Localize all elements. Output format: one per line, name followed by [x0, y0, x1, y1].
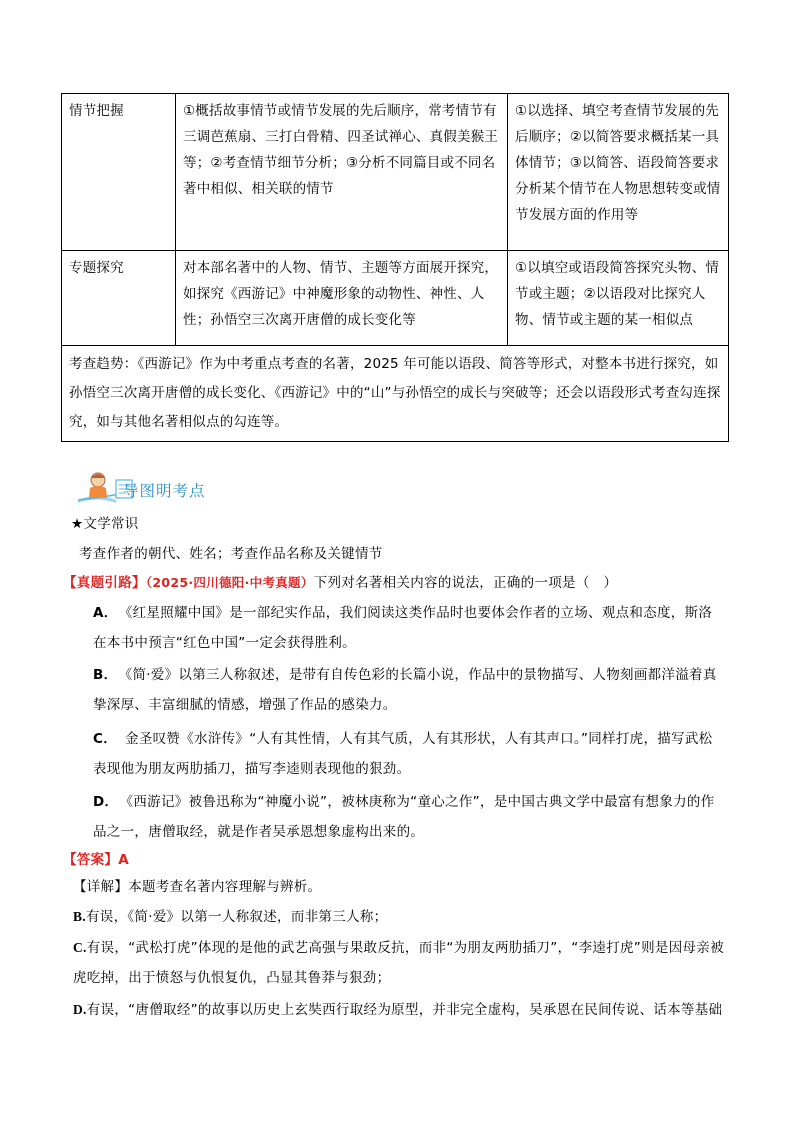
option-tag: D．: [93, 794, 119, 810]
detail-tag: C.: [73, 940, 87, 955]
option-tag: A．: [93, 605, 118, 621]
detail-intro: 【详解】本题考查名著内容理解与辨析。: [73, 879, 322, 895]
detail-item-d: [73, 995, 728, 1025]
table-row: [62, 346, 729, 442]
row-label: 情节把握: [62, 94, 176, 251]
option-b: [93, 660, 723, 720]
answer-label: 【答案】: [63, 852, 119, 868]
row-form: ①以选择、填空考查情节发展的先后顺序；②以简答要求概括某一具体情节；③以简答、语段简答要求分析某个情节在人物思想转变或情节发展方面的作用等: [508, 94, 729, 251]
option-text: 《简·爱》以第三人称叙述，是带有自传色彩的长篇小说，作品中的景物描写、人物刻画都洋溢着真挚深厚、丰富细腻的情感，增强了作品的感染力。: [93, 667, 717, 713]
row-label: 专题探究: [62, 251, 176, 346]
section-intro: 考查作者的朝代、姓名；考查作品名称及关键情节: [79, 546, 383, 562]
section-title: 导图明考点: [123, 482, 206, 500]
option-tag: B．: [93, 667, 118, 683]
trend-cell: 考查趋势：《西游记》作为中考重点考查的名著，2025 年可能以语段、简答等形式，对整本书进行探究，如孙悟空三次离开唐僧的成长变化、《西游记》中的“山”与孙悟空的成长与突破等；还会以语段形式考查勾连探究，如与其他名著相似点的勾连等。: [62, 346, 729, 442]
question-source: （2025·四川德阳·中考真题）: [145, 575, 314, 590]
row-form: ①以填空或语段简答探究头物、情节或主题；②以语段对比探究人物、情节或主题的某一相似点: [508, 251, 729, 346]
section-header: [68, 466, 368, 506]
option-c: [93, 724, 723, 784]
detail-text: 有误，《简·爱》以第一人称叙述，而非第三人称；: [85, 909, 388, 925]
detail-tag: B.: [73, 909, 86, 924]
row-content: ①概括故事情节或情节发展的先后顺序，常考情节有三调芭蕉扇、三打白骨精、四圣试禅心、真假美猴王等；②考查情节细节分析；③分析不同篇目或不同名著中相似、相关联的情节: [176, 94, 508, 251]
star-heading: ★文学常识: [71, 516, 139, 532]
answer-line: [63, 848, 129, 868]
option-a: [93, 598, 723, 658]
question-text: 下列对名著相关内容的说法，正确的一项是（ ）: [313, 575, 618, 591]
option-text: 《红星照耀中国》是一部纪实作品，我们阅读这类作品时也要体会作者的立场、观点和态度，斯洛在本书中预言“红色中国”一定会获得胜利。: [93, 605, 713, 651]
question-stem: [63, 571, 617, 591]
option-text: 《西游记》被鲁迅称为“神魔小说”，被林庚称为“童心之作”，是中国古典文学中最富有想象力的作品之一，唐僧取经，就是作者吴承恩想象虚构出来的。: [93, 794, 715, 840]
table-row: [62, 251, 729, 346]
detail-item-b: [73, 902, 728, 932]
detail-item-c: [73, 933, 728, 993]
detail-text: 有误，“唐僧取经”的故事以历史上玄奘西行取经为原型，并非完全虚构，吴承恩在民间传说、话本等基础: [86, 1002, 723, 1018]
exam-info-table: [61, 93, 729, 442]
detail-tag: D.: [73, 1002, 87, 1017]
answer-value: A: [118, 852, 129, 868]
option-tag: C．: [93, 731, 118, 747]
table-row: [62, 94, 729, 251]
option-d: [93, 787, 723, 847]
question-lead: 【真题引路】: [63, 575, 146, 591]
row-content: 对本部名著中的人物、情节、主题等方面展开探究，如探究《西游记》中神魔形象的动物性、神性、人性；孙悟空三次离开唐僧的成长变化等: [176, 251, 508, 346]
detail-text: 有误，“武松打虎”体现的是他的武艺高强与果敢反抗，而非“为朋友两肋插刀”，“李逵打虎”则是因母亲被虎吃掉，出于愤怒与仇恨复仇，凸显其鲁莽与狠劲；: [73, 940, 724, 986]
option-text: 金圣叹赞《水浒传》“人有其性情，人有其气质，人有其形状，人有其声口。”同样打虎，描写武松表现他为朋友两肋插刀，描写李逵则表现他的狠劲。: [93, 731, 713, 777]
